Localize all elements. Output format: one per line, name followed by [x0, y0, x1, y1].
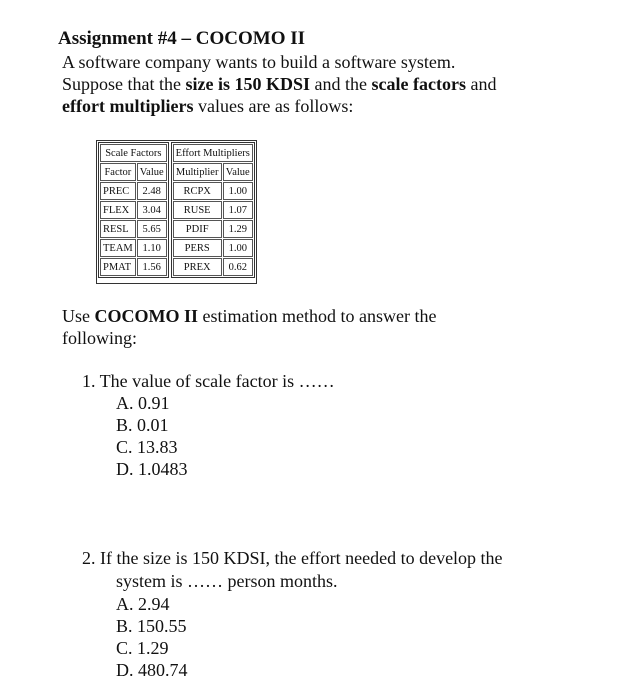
intro-text: and the	[310, 74, 372, 94]
instruction-text: Use	[62, 306, 95, 326]
multiplier-value: 1.00	[223, 239, 253, 257]
q1-option-a: A. 0.91	[116, 393, 170, 413]
q2-option-a: A. 2.94	[116, 594, 170, 614]
table-row	[173, 258, 253, 276]
question-2-stem-line-2: system is …… person months.	[116, 571, 338, 591]
factor-value: 1.56	[137, 258, 167, 276]
table-row	[100, 220, 167, 238]
factor-name: PREC	[100, 182, 136, 200]
column-header: Factor	[100, 163, 136, 181]
table-row	[173, 182, 253, 200]
multiplier-name: PDIF	[173, 220, 222, 238]
factor-name: RESL	[100, 220, 136, 238]
instruction-paragraph	[62, 305, 502, 349]
intro-text: values are as follows:	[193, 96, 354, 116]
multiplier-value: 0.62	[223, 258, 253, 276]
q1-option-b: B. 0.01	[116, 415, 169, 435]
q1-option-c: C. 13.83	[116, 437, 178, 457]
multiplier-name: RCPX	[173, 182, 222, 200]
factor-name: PMAT	[100, 258, 136, 276]
question-2-stem-line-1: 2. If the size is 150 KDSI, the effort needed to develop the	[82, 548, 503, 568]
instruction-line-2: following:	[62, 328, 137, 348]
q2-option-c: C. 1.29	[116, 638, 169, 658]
column-header: Value	[223, 163, 253, 181]
intro-paragraph	[62, 51, 562, 117]
factors-tables	[96, 140, 257, 284]
table-row	[173, 201, 253, 219]
table-row	[100, 239, 167, 257]
factor-name: FLEX	[100, 201, 136, 219]
factor-value: 1.10	[137, 239, 167, 257]
factor-name: TEAM	[100, 239, 136, 257]
multiplier-value: 1.00	[223, 182, 253, 200]
column-header: Value	[137, 163, 167, 181]
instruction-cocomo-bold: COCOMO II	[94, 306, 198, 326]
column-header: Multiplier	[173, 163, 222, 181]
factor-value: 2.48	[137, 182, 167, 200]
intro-size-bold: size is 150 KDSI	[185, 74, 311, 94]
table-row	[100, 182, 167, 200]
instruction-text: estimation method to answer the	[198, 306, 437, 326]
q2-option-d: D. 480.74	[116, 660, 188, 680]
multiplier-value: 1.29	[223, 220, 253, 238]
multiplier-name: RUSE	[173, 201, 222, 219]
factor-value: 3.04	[137, 201, 167, 219]
q1-option-d: D. 1.0483	[116, 459, 188, 479]
effort-multipliers-header: Effort Multipliers	[173, 144, 253, 162]
multiplier-name: PREX	[173, 258, 222, 276]
intro-text: and	[465, 74, 497, 94]
intro-line-1: A software company wants to build a software system.	[62, 52, 456, 72]
table-row	[100, 201, 167, 219]
table-row	[173, 239, 253, 257]
q2-option-b: B. 150.55	[116, 616, 187, 636]
instruction-line-1	[62, 305, 502, 327]
assignment-title: Assignment #4 – COCOMO II	[58, 28, 306, 49]
question-1-stem: 1. The value of scale factor is ……	[82, 371, 335, 391]
scale-factors-header: Scale Factors	[100, 144, 167, 162]
multiplier-name: PERS	[173, 239, 222, 257]
factor-value: 5.65	[137, 220, 167, 238]
table-row	[173, 220, 253, 238]
intro-text: Suppose that the	[62, 74, 186, 94]
intro-scale-factors-bold: scale factors	[371, 74, 466, 94]
table-row	[100, 258, 167, 276]
scale-factors-table	[98, 142, 169, 278]
intro-line-3	[62, 95, 562, 117]
intro-effort-multipliers-bold: effort multipliers	[62, 96, 194, 116]
effort-multipliers-table	[171, 142, 255, 278]
intro-line-2	[62, 73, 562, 95]
multiplier-value: 1.07	[223, 201, 253, 219]
